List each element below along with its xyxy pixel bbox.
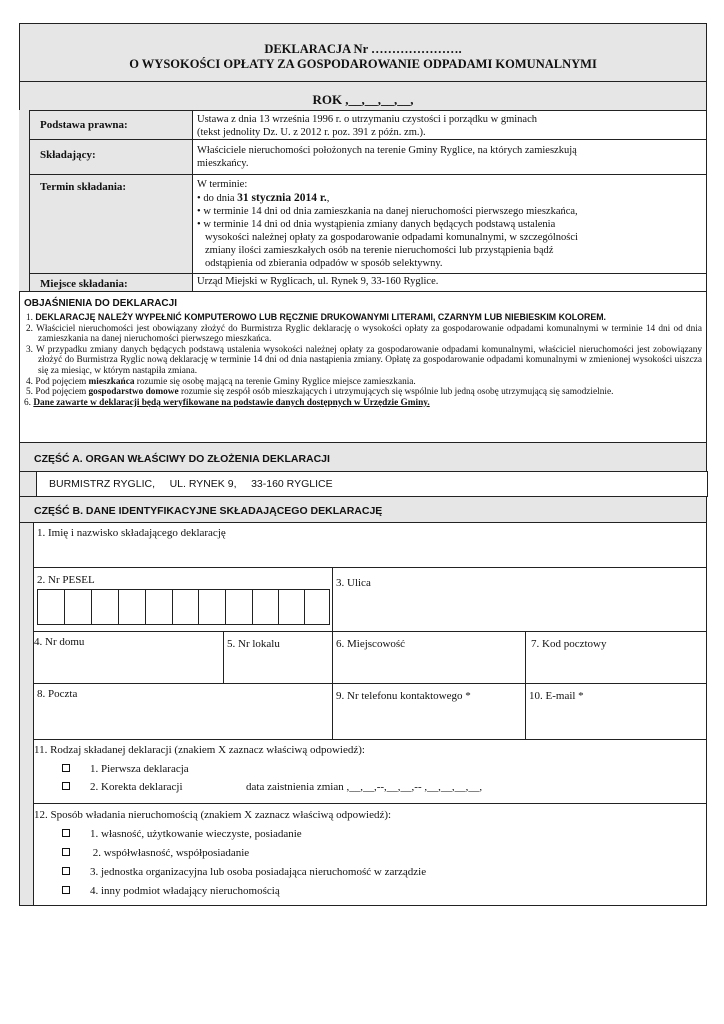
deadline-bullet-1-pre: do dnia	[203, 193, 238, 204]
phone-field[interactable]	[332, 683, 526, 740]
deadline-bullet-3	[197, 219, 555, 232]
deadline-bullet-1-post: ,	[326, 193, 330, 204]
apartment-number-label: 5. Nr lokalu	[227, 638, 280, 650]
option-label: 2. współwłasność, współposiadanie	[90, 847, 250, 859]
note-pre: Pod pojęciem	[35, 376, 89, 387]
notes-section	[19, 291, 707, 443]
apartment-number-field[interactable]	[223, 631, 333, 684]
ownership-option-1[interactable]	[62, 828, 302, 840]
info-label-cell	[29, 174, 193, 274]
bullet-icon: •	[197, 193, 201, 204]
note-post: rozumie się osobę mającą na terenie Gminy Ryglice miejsce zamieszkania.	[134, 376, 416, 387]
pesel-label: 2. Nr PESEL	[37, 574, 95, 586]
checkbox-icon[interactable]	[62, 829, 70, 837]
street-label: 3. Ulica	[336, 577, 371, 589]
city-field[interactable]	[332, 631, 526, 684]
note-number: 3.	[26, 344, 33, 355]
note-text: W przypadku zmiany danych będących podstawą ustalenia wysokości należnej opłaty za gospodarowanie odpadami komunalnymi, właściciel nieruchomości jest zobowiązany złożyć do Burmistrza Ryglic nową deklarację w terminie 14 dni od dnia nastąpienia zmiany. Opłatę za gospodarowanie odpadami komunalnymi w zmienionej wysokości uiszcza się za miesiąc, w którym nastąpiła zmiana.	[35, 344, 702, 376]
house-number-field[interactable]	[33, 631, 224, 684]
pesel-digit-cell[interactable]	[146, 590, 173, 624]
pesel-digit-cell[interactable]	[305, 590, 330, 624]
pesel-digit-cell[interactable]	[279, 590, 305, 624]
ownership-field	[33, 803, 707, 906]
pesel-digit-cell[interactable]	[92, 590, 119, 624]
bullet-icon: •	[197, 219, 201, 230]
option-label: 3. jednostka organizacyjna lub osoba posiadająca nieruchomość w zarządzie	[90, 866, 427, 878]
deadline-bullet-3-line3: zmiany ilości zamieszkałych osób na terenie nieruchomości lub przystąpienia bądź	[205, 245, 554, 256]
city-label: 6. Miejscowość	[336, 638, 406, 650]
ownership-option-4[interactable]	[62, 885, 280, 897]
note-2	[24, 324, 702, 345]
declaration-header	[19, 23, 707, 82]
info-value-cell	[192, 174, 707, 274]
note-number: 5.	[26, 387, 33, 398]
section-b-header	[19, 496, 707, 523]
note-3	[24, 345, 702, 377]
option-label: 1. własność, użytkowanie wieczyste, posiadanie	[90, 828, 302, 840]
checkbox-icon[interactable]	[62, 782, 70, 790]
section-b-title: CZĘŚĆ B. DANE IDENTYFIKACYJNE SKŁADAJĄCEGO DEKLARACJĘ	[34, 505, 383, 517]
checkbox-icon[interactable]	[62, 848, 70, 856]
info-label-cell	[29, 139, 193, 175]
ownership-label: 12. Sposób władania nieruchomością (znakiem X zaznacz właściwą odpowiedź):	[34, 809, 392, 821]
info-value-cell	[192, 273, 707, 292]
ownership-option-3[interactable]	[62, 866, 426, 878]
declaration-title: O WYSOKOŚCI OPŁATY ZA GOSPODAROWANIE ODPADAMI KOMUNALNYMI	[129, 57, 597, 71]
info-value-cell	[192, 110, 707, 140]
pesel-digit-cell[interactable]	[173, 590, 199, 624]
post-office-label: 8. Poczta	[37, 688, 78, 700]
deadline-bullet-3-line1: w terminie 14 dni od dnia wystąpienia zmiany danych będących podstawą ustalenia	[203, 219, 556, 230]
postal-code-field[interactable]	[525, 631, 707, 684]
note-pre: Pod pojęciem	[35, 387, 89, 398]
deadline-bullet-3-line4: odstąpienia od zbierania odpadów w sposób selektywny.	[205, 258, 443, 269]
post-office-field[interactable]	[33, 683, 333, 740]
legal-basis-line1: Ustawa z dnia 13 września 1996 r. o utrzymaniu czystości i porządku w gminach	[197, 114, 537, 125]
submitter-line2: mieszkańcy.	[197, 158, 249, 169]
checkbox-icon[interactable]	[62, 867, 70, 875]
pesel-digit-cell[interactable]	[253, 590, 279, 624]
deadline-intro: W terminie:	[197, 179, 248, 190]
note-text: Dane zawarte w deklaracji będą weryfikowane na podstawie danych dostępnych w Urzędzie Gminy.	[33, 397, 430, 408]
deadline-bullet-3-line2: wysokości należnej opłaty za gospodarowanie odpadami komunalnymi, w szczególności	[205, 232, 578, 243]
pesel-grid[interactable]	[37, 589, 330, 625]
legal-basis-line2: (tekst jednolity Dz. U. z 2012 r. poz. 391 z późn. zm.).	[197, 127, 426, 138]
name-field[interactable]	[33, 522, 707, 568]
checkbox-icon[interactable]	[62, 764, 70, 772]
note-5	[24, 387, 702, 398]
change-date-field[interactable]: data zaistnienia zmian ,__,__,--,__,__,-- ,__,__,__,__,	[246, 781, 483, 793]
pesel-digit-cell[interactable]	[226, 590, 253, 624]
house-number-label: 4. Nr domu	[34, 636, 85, 648]
deadline-date: 31 stycznia 2014 r.	[237, 192, 327, 204]
email-field[interactable]	[525, 683, 707, 740]
declaration-type-label: 11. Rodzaj składanej deklaracji (znakiem X zaznacz właściwą odpowiedź):	[34, 744, 365, 756]
note-number: 4.	[26, 376, 33, 387]
year-field[interactable]: ROK ,__,__,__,__,	[312, 92, 414, 107]
declaration-type-field	[33, 739, 707, 804]
pesel-digit-cell[interactable]	[65, 590, 92, 624]
option-correction[interactable]	[62, 781, 183, 793]
deadline-bullet-2	[197, 206, 578, 219]
note-4	[24, 377, 702, 388]
note-number: 6.	[24, 397, 31, 408]
phone-label: 9. Nr telefonu kontaktowego *	[336, 690, 471, 702]
section-a-body	[19, 471, 707, 497]
postal-code-label: 7. Kod pocztowy	[531, 638, 607, 650]
pesel-field	[33, 567, 333, 632]
section-a-title: CZĘŚĆ A. ORGAN WŁAŚCIWY DO ZŁOŻENIA DEKLARACJI	[34, 453, 330, 465]
deadline-bullet-2-text: w terminie 14 dni od dnia zamieszkania na danej nieruchomości pierwszego mieszkańca,	[203, 206, 578, 217]
option-label: 4. inny podmiot władający nieruchomością	[90, 885, 280, 897]
deadline-label: Termin składania:	[40, 181, 127, 193]
pesel-digit-cell[interactable]	[199, 590, 226, 624]
place-value: Urząd Miejski w Ryglicach, ul. Rynek 9, 33-160 Ryglice.	[197, 276, 439, 287]
submitter-line1: Właściciele nieruchomości położonych na terenie Gminy Ryglice, na których zamieszkują	[197, 145, 577, 156]
name-label: 1. Imię i nazwisko składającego deklarację	[37, 527, 226, 539]
submitter-label: Składający:	[40, 149, 96, 161]
checkbox-icon[interactable]	[62, 886, 70, 894]
info-label-cell	[29, 273, 193, 292]
info-label-cell	[29, 110, 193, 140]
note-1	[24, 312, 702, 324]
pesel-digit-cell[interactable]	[38, 590, 65, 624]
note-6	[24, 398, 702, 409]
notes-list	[24, 312, 702, 408]
year-row	[19, 81, 707, 111]
declaration-number-title: DEKLARACJA Nr ………………….	[264, 42, 462, 56]
email-label: 10. E-mail *	[529, 690, 584, 702]
note-text: Właściciel nieruchomości jest obowiązany złożyć do Burmistrza Ryglic deklarację o wysokości opłaty za gospodarowanie odpadami komunalnymi w terminie 14 dni od dnia zamieszkania na danej nieruchomości pierwszego mieszkańca.	[36, 323, 703, 345]
info-value-cell	[192, 139, 707, 175]
option-label: 2. Korekta deklaracji	[90, 781, 183, 793]
deadline-bullet-1	[197, 192, 329, 206]
option-first-declaration[interactable]	[62, 763, 189, 775]
bullet-icon: •	[197, 206, 201, 217]
street-field[interactable]	[332, 567, 707, 632]
pesel-digit-cell[interactable]	[119, 590, 146, 624]
legal-basis-label: Podstawa prawna:	[40, 119, 128, 131]
note-bold: mieszkańca	[88, 376, 135, 387]
place-label: Miejsce składania:	[40, 278, 128, 290]
section-a-header	[19, 442, 707, 472]
option-label: 1. Pierwsza deklaracja	[90, 763, 189, 775]
authority-field	[36, 471, 708, 497]
authority-value: BURMISTRZ RYGLIC, UL. RYNEK 9, 33-160 RYGLICE	[49, 478, 333, 490]
ownership-option-2[interactable]	[62, 847, 249, 859]
note-bold: gospodarstwo domowe	[88, 387, 179, 398]
note-text: DEKLARACJĘ NALEŻY WYPEŁNIĆ KOMPUTEROWO LUB RĘCZNIE DRUKOWANYMI LITERAMI, CZARNYM LUB NIEBIESKIM KOLOREM.	[35, 312, 606, 322]
note-number: 1.	[26, 313, 33, 323]
notes-heading: OBJAŚNIENIA DO DEKLARACJI	[24, 298, 177, 309]
note-number: 2.	[26, 323, 33, 334]
info-gutter	[19, 110, 29, 292]
note-post: rozumie się zespół osób mieszkających i utrzymujących się wspólnie lub jedną osobę utrzymującą się samodzielnie.	[178, 387, 614, 398]
